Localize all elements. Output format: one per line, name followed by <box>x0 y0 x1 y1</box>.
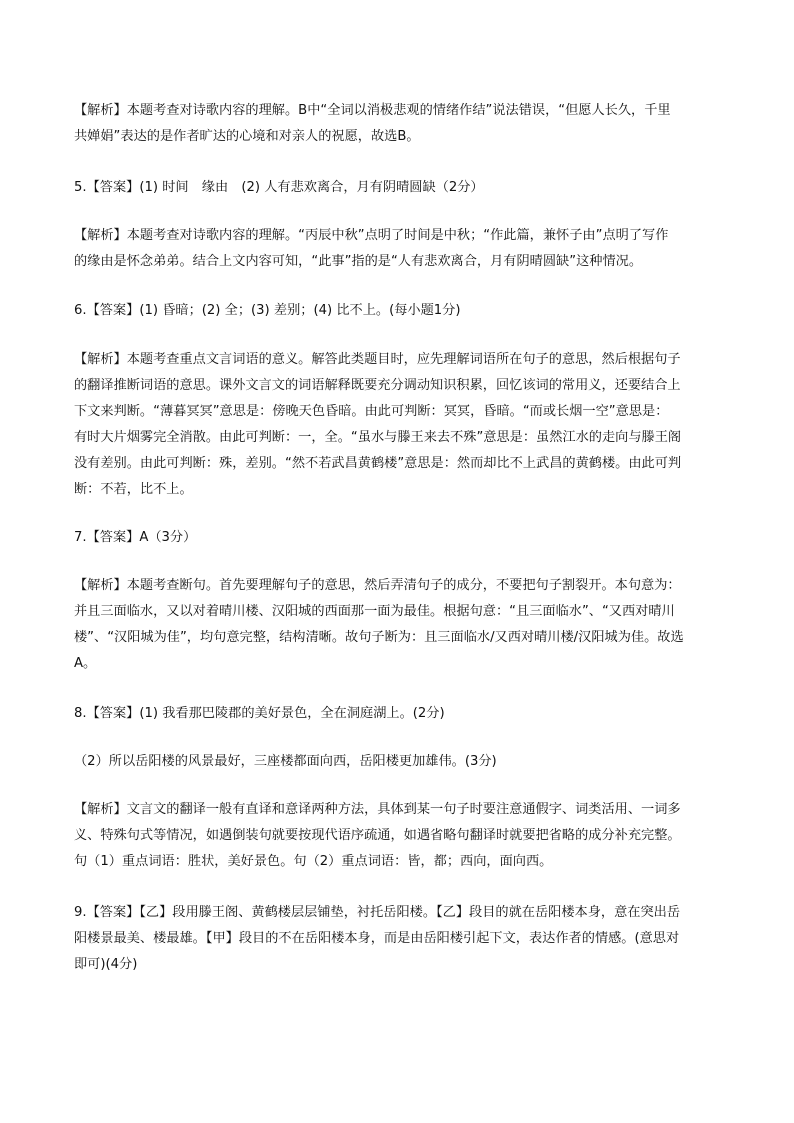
analysis-q6 <box>74 347 724 503</box>
text-line: 7.【答案】A（3分） <box>74 530 197 545</box>
analysis-q7 <box>74 573 724 677</box>
text-line: 共婵娟”表达的是作者旷达的心境和对亲人的祝愿，故选B。 <box>74 129 420 144</box>
analysis-q4 <box>74 98 724 150</box>
answer-q7 <box>74 525 724 551</box>
answer-q6 <box>74 298 724 324</box>
text-line: 下文来判断。“薄暮冥冥”意思是：傍晚天色昏暗。由此可判断：冥冥，昏暗。“而或长烟一空”意思是： <box>74 404 669 419</box>
text-line: 5.【答案】(1) 时间 缘由 (2) 人有悲欢离合，月有阴晴圆缺（2分） <box>74 180 484 195</box>
text-line: 的缘由是怀念弟弟。结合上文内容可知，“此事”指的是“人有悲欢离合，月有阴晴圆缺”这种情况。 <box>74 254 643 269</box>
text-line: （2）所以岳阳楼的风景最好，三座楼都面向西，岳阳楼更加雄伟。(3分) <box>74 754 497 769</box>
answer-q8-part2 <box>74 749 724 775</box>
text-line: 阳楼景最美、楼最雄。【甲】段目的不在岳阳楼本身，而是由岳阳楼引起下文，表达作者的情感。(意思对 <box>74 931 680 946</box>
text-line: 8.【答案】(1) 我看那巴陵郡的美好景色，全在洞庭湖上。(2分) <box>74 706 445 721</box>
analysis-q8 <box>74 797 724 875</box>
text-line: 没有差别。由此可判断：殊，差别。“然不若武昌黄鹤楼”意思是：然而却比不上武昌的黄鹤楼。由此可判 <box>74 456 682 471</box>
text-line: 句（1）重点词语：胜状，美好景色。句（2）重点词语：皆，都；西向，面向西。 <box>74 854 553 869</box>
text-line: 【解析】本题考查重点文言词语的意义。解答此类题目时，应先理解词语所在句子的意思，然后根据句子 <box>74 352 681 367</box>
text-line: 断：不若，比不上。 <box>74 482 193 497</box>
text-line: 义、特殊句式等情况，如遇倒装句就要按现代语序疏通，如遇省略句翻译时就要把省略的成分补充完整。 <box>74 828 681 843</box>
text-line: 并且三面临水，又以对着晴川楼、汉阳城的西面那一面为最佳。根据句意：“且三面临水”、“又西对晴川 <box>74 604 675 619</box>
answer-q5 <box>74 175 724 201</box>
text-line: 的翻译推断词语的意思。课外文言文的词语解释既要充分调动知识积累，回忆该词的常用义，还要结合上 <box>74 378 681 393</box>
analysis-q5 <box>74 223 724 275</box>
text-line: A。 <box>74 656 97 671</box>
answer-q8 <box>74 701 724 727</box>
text-line: 6.【答案】(1) 昏暗；(2) 全；(3) 差别；(4) 比不上。(每小题1分) <box>74 303 461 318</box>
text-line: 即可)(4分) <box>74 957 138 972</box>
text-line: 【解析】文言文的翻译一般有直译和意译两种方法，具体到某一句子时要注意通假字、词类活用、一词多 <box>74 802 681 817</box>
text-line: 有时大片烟雾完全消散。由此可判断：一，全。“虽水与滕王来去不殊”意思是：虽然江水的走向与滕王阁 <box>74 430 682 445</box>
answer-q9 <box>74 900 724 978</box>
text-line: 【解析】本题考查断句。首先要理解句子的意思，然后弄清句子的成分，不要把句子割裂开。本句意为： <box>74 578 681 593</box>
text-line: 【解析】本题考查对诗歌内容的理解。“丙辰中秋”点明了时间是中秋；“作此篇，兼怀子由”点明了写作 <box>74 228 669 243</box>
text-line: 楼”、“汉阳城为佳”，均句意完整，结构清晰。故句子断为：且三面临水/又西对晴川楼/汉阳城为佳。故选 <box>74 630 684 645</box>
text-line: 9.【答案】【乙】段用滕王阁、黄鹤楼层层铺垫，衬托岳阳楼。【乙】段目的就在岳阳楼本身，意在突出岳 <box>74 905 681 920</box>
text-line: 【解析】本题考查对诗歌内容的理解。B中“全词以消极悲观的情绪作结”说法错误，“但愿人长久，千里 <box>74 103 671 118</box>
